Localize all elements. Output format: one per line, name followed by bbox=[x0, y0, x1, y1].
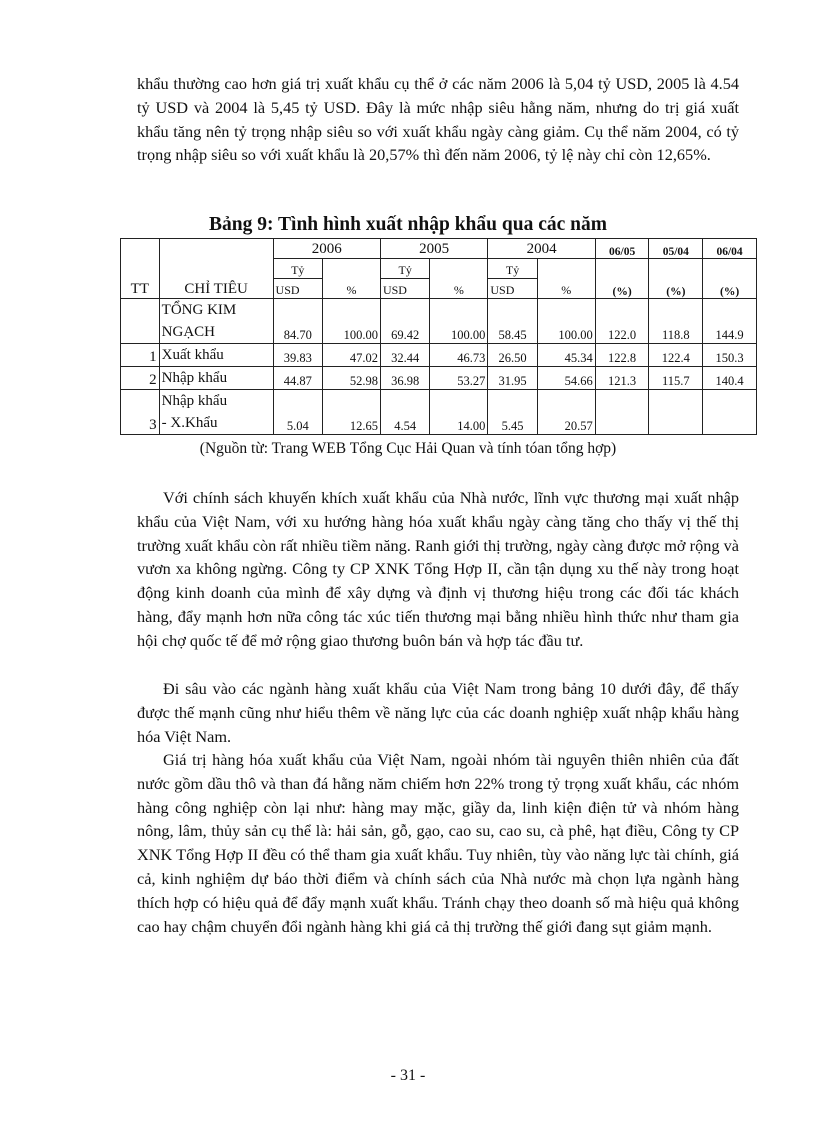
row-value bbox=[649, 390, 703, 435]
row-value: 4.54 bbox=[380, 390, 429, 435]
row-value: 26.50 bbox=[488, 344, 537, 367]
row-value: 12.65 bbox=[322, 390, 380, 435]
row-value: 140.4 bbox=[703, 367, 757, 390]
ratio-unit: (%) bbox=[703, 259, 757, 299]
row-value: 54.66 bbox=[537, 367, 595, 390]
header-chitieu: CHỈ TIÊU bbox=[159, 239, 273, 299]
row-value: 45.34 bbox=[537, 344, 595, 367]
ratio-unit: (%) bbox=[595, 259, 649, 299]
row-tt: 3 bbox=[121, 390, 160, 435]
row-label-line-1: Nhập khẩu bbox=[161, 393, 228, 409]
row-label-line-2: - X.Khẩu bbox=[161, 415, 218, 431]
row-value bbox=[595, 390, 649, 435]
unit-pct: % bbox=[322, 259, 380, 299]
header-year-2005: 2005 bbox=[380, 239, 487, 259]
row-value: 44.87 bbox=[273, 367, 322, 390]
row-value: 118.8 bbox=[649, 299, 703, 344]
paragraph-3: Đi sâu vào các ngành hàng xuất khẩu của Việt Nam trong bảng 10 dưới đây, để thấy được thế mạnh cũng như hiểu thêm về năng lực của các doanh nghiệp xuất nhập khẩu hàng hóa Việt Nam. bbox=[137, 679, 739, 746]
table-row bbox=[121, 344, 757, 367]
header-year-2006: 2006 bbox=[273, 239, 380, 259]
table-header-years bbox=[121, 239, 757, 259]
row-value: 144.9 bbox=[703, 299, 757, 344]
table-source-note: (Nguồn từ: Trang WEB Tổng Cục Hải Quan và tính tóan tổng hợp) bbox=[199, 440, 617, 457]
unit-usd: USD bbox=[488, 279, 537, 299]
row-value: 36.98 bbox=[380, 367, 429, 390]
header-tt: TT bbox=[121, 239, 160, 299]
paragraph-2: Với chính sách khuyến khích xuất khẩu của Nhà nước, lĩnh vực thương mại xuất nhập khẩu của Việt Nam, với xu hướng hàng hóa xuất khẩu ngày càng tăng cho thấy vị thế thị trường xuất khẩu còn rất nhiều tiềm năng. Ranh giới thị trường, ngày càng được mở rộng và vươn xa không ngừng. Công ty CP XNK Tổng Hợp II, cần tận dụng xu thế này trong hoạt động kinh doanh của mình để xây dựng và định vị thương hiệu trong các đối tác khách hàng, đẩy mạnh hơn nữa công tác xúc tiến thương mại bằng nhiều hình thức như tham gia hội chợ quốc tế để mở rộng giao thương buôn bán và hợp tác đầu tư. bbox=[137, 488, 739, 650]
export-import-table bbox=[120, 238, 757, 435]
row-value bbox=[703, 390, 757, 435]
unit-pct: % bbox=[430, 259, 488, 299]
ratio-unit: (%) bbox=[649, 259, 703, 299]
unit-ty: Tỷ bbox=[488, 259, 537, 279]
row-label-line-1: Xuất khẩu bbox=[161, 347, 224, 363]
row-value: 84.70 bbox=[273, 299, 322, 344]
row-value: 53.27 bbox=[430, 367, 488, 390]
row-value: 5.45 bbox=[488, 390, 537, 435]
row-value: 20.57 bbox=[537, 390, 595, 435]
row-value: 122.4 bbox=[649, 344, 703, 367]
row-value: 100.00 bbox=[430, 299, 488, 344]
unit-usd: USD bbox=[273, 279, 322, 299]
row-value: 52.98 bbox=[322, 367, 380, 390]
row-label bbox=[159, 299, 273, 344]
table-row bbox=[121, 367, 757, 390]
row-value: 58.45 bbox=[488, 299, 537, 344]
row-value: 31.95 bbox=[488, 367, 537, 390]
row-value: 5.04 bbox=[273, 390, 322, 435]
header-ratio-05-04: 05/04 bbox=[649, 239, 703, 259]
table-row bbox=[121, 390, 757, 435]
row-value: 47.02 bbox=[322, 344, 380, 367]
row-value: 46.73 bbox=[430, 344, 488, 367]
row-value: 122.0 bbox=[595, 299, 649, 344]
header-year-2004: 2004 bbox=[488, 239, 595, 259]
row-value: 39.83 bbox=[273, 344, 322, 367]
row-tt: 2 bbox=[121, 367, 160, 390]
paragraph-4: Giá trị hàng hóa xuất khẩu của Việt Nam, ngoài nhóm tài nguyên thiên nhiên của đất nước gồm dầu thô và than đá hằng năm chiếm hơn 22% trong tỷ trọng xuất khẩu, các nhóm hàng công nghiệp còn lại như: hàng may mặc, giầy da, linh kiện điện tử và nhóm hàng nông, lâm, thủy sản cụ thể là: hải sản, gỗ, gạo, cao su, cao su, cà phê, hạt điều, Công ty CP XNK Tổng Hợp II đều có thể tham gia xuất khẩu. Tuy nhiên, tùy vào năng lực tài chính, giá cả, kinh nghiệm dự báo thời điểm và chính sách của Nhà nước mà chọn lựa ngành hàng thích hợp có hiệu quả để đẩy mạnh xuất khẩu. Tránh chạy theo doanh số mà hiệu quả không cao hay chậm chuyển đổi ngành hàng khi giá cả thị trường thế giới đang sụt giảm mạnh. bbox=[137, 750, 739, 936]
header-ratio-06-05: 06/05 bbox=[595, 239, 649, 259]
paragraph-1: khẩu thường cao hơn giá trị xuất khẩu cụ thể ở các năm 2006 là 5,04 tỷ USD, 2005 là 4.54 tỷ USD và 2004 là 5,45 tỷ USD. Đây là mức nhập siêu hằng năm, nhưng do trị giá xuất khẩu tăng nên tỷ trọng nhập siêu so với xuất khẩu ngày càng giảm. Cụ thể năm 2004, có tỷ trọng nhập siêu so với xuất khẩu là 20,57% thì đến năm 2006, tỷ lệ này chỉ còn 12,65%. bbox=[137, 74, 739, 165]
unit-usd: USD bbox=[380, 279, 429, 299]
row-value: 69.42 bbox=[380, 299, 429, 344]
table-row bbox=[121, 299, 757, 344]
row-value: 100.00 bbox=[537, 299, 595, 344]
row-value: 122.8 bbox=[595, 344, 649, 367]
row-tt: 1 bbox=[121, 344, 160, 367]
row-label bbox=[159, 367, 273, 390]
row-label-line-1: Nhập khẩu bbox=[161, 370, 228, 386]
row-value: 14.00 bbox=[430, 390, 488, 435]
unit-ty: Tỷ bbox=[380, 259, 429, 279]
row-value: 115.7 bbox=[649, 367, 703, 390]
row-label-line-2: NGẠCH bbox=[161, 324, 216, 340]
table-title: Bảng 9: Tình hình xuất nhập khẩu qua các năm bbox=[209, 214, 607, 235]
unit-ty: Tỷ bbox=[273, 259, 322, 279]
unit-pct: % bbox=[537, 259, 595, 299]
page-number: - 31 - bbox=[390, 1067, 426, 1084]
row-label-line-1: TỔNG KIM bbox=[161, 302, 237, 318]
row-value: 32.44 bbox=[380, 344, 429, 367]
row-value: 121.3 bbox=[595, 367, 649, 390]
header-ratio-06-04: 06/04 bbox=[703, 239, 757, 259]
row-value: 100.00 bbox=[322, 299, 380, 344]
row-value: 150.3 bbox=[703, 344, 757, 367]
row-label bbox=[159, 390, 273, 435]
row-label bbox=[159, 344, 273, 367]
row-tt bbox=[121, 299, 160, 344]
